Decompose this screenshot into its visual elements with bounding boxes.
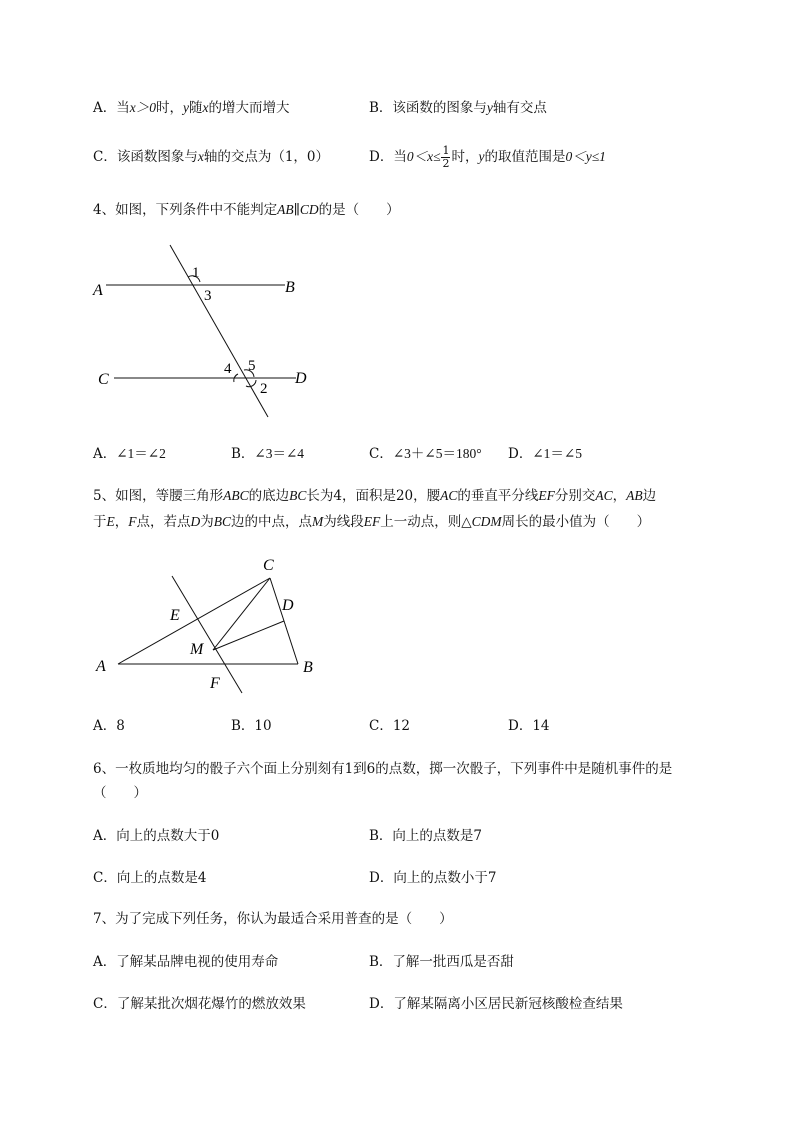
segment-dm	[213, 621, 284, 650]
label-e: E	[170, 607, 180, 624]
q3-option-d: D．当0＜x≤ $\frac{1}{2}$ 时，y的取值范围是0＜y≤1	[369, 144, 606, 170]
q4-figure-parallel-lines	[90, 240, 320, 425]
angle-label-4: 4	[224, 361, 232, 377]
label-a: A	[93, 282, 103, 299]
q6-stem-line2: （ ）	[93, 785, 147, 801]
q5-stem-line2: 于E，F点，若点D为BC边的中点，点M为线段EF上一动点，则△CDM周长的最小值为（ ）	[93, 514, 651, 530]
q6-option-b: B．向上的点数是7	[369, 828, 483, 844]
q3-option-a: A．当x＞0时，y随x的增大而增大	[93, 100, 290, 116]
label-d: D	[282, 597, 294, 614]
label-d: D	[295, 370, 307, 387]
perpendicular-bisector-ef	[172, 576, 242, 693]
q7-option-b: B．了解一批西瓜是否甜	[369, 954, 514, 970]
q4-option-d: D．∠1＝∠5	[508, 446, 582, 462]
q3-option-b: B．该函数的图象与y轴有交点	[369, 100, 547, 116]
q4-option-b: B．∠3＝∠4	[231, 446, 305, 462]
label-c: C	[263, 557, 274, 574]
q3-option-c: C．该函数图象与x轴的交点为（1，0）	[93, 149, 330, 165]
q5-figure-isosceles-triangle	[90, 550, 330, 700]
q5-stem-line1: 5、如图，等腰三角形ABC的底边BC长为4，面积是20，腰AC的垂直平分线EF分别交AC，AB边	[93, 488, 657, 504]
label-m: M	[190, 641, 204, 658]
q7-option-c: C．了解某批次烟花爆竹的燃放效果	[93, 996, 306, 1012]
q5-option-d: D．14	[508, 718, 550, 734]
q5-option-a: A．8	[93, 718, 125, 734]
angle-label-1: 1	[192, 265, 200, 281]
q7-stem: 7、为了完成下列任务，你认为最适合采用普查的是（ ）	[93, 911, 453, 927]
q6-option-a: A．向上的点数大于0	[93, 828, 220, 844]
angle-label-5: 5	[248, 358, 256, 374]
q6-option-d: D．向上的点数小于7	[369, 870, 497, 886]
label-b: B	[303, 659, 313, 676]
angle-label-3: 3	[204, 288, 212, 304]
angle-label-2: 2	[260, 381, 268, 397]
q6-stem-line1: 6、一枚质地均匀的骰子六个面上分别刻有1到6的点数，掷一次骰子，下列事件中是随机事件的是	[93, 761, 673, 777]
fraction-one-half: $\frac{1}{2}$	[442, 144, 450, 170]
segment-cm	[213, 578, 270, 650]
q5-option-b: B．10	[231, 718, 272, 734]
q4-stem: 4、如图，下列条件中不能判定AB∥CD的是（ ）	[93, 202, 400, 218]
q7-option-d: D．了解某隔离小区居民新冠核酸检查结果	[369, 996, 623, 1012]
label-c: C	[98, 371, 109, 388]
q5-option-c: C．12	[369, 718, 411, 734]
transversal	[170, 245, 268, 417]
q4-option-c: C．∠3＋∠5＝180°	[369, 446, 482, 462]
label-b: B	[285, 279, 295, 296]
label-f: F	[210, 675, 220, 692]
q4-option-a: A．∠1＝∠2	[93, 446, 166, 462]
label-a: A	[96, 658, 106, 675]
q7-option-a: A．了解某品牌电视的使用寿命	[93, 954, 279, 970]
q6-option-c: C．向上的点数是4	[93, 870, 207, 886]
